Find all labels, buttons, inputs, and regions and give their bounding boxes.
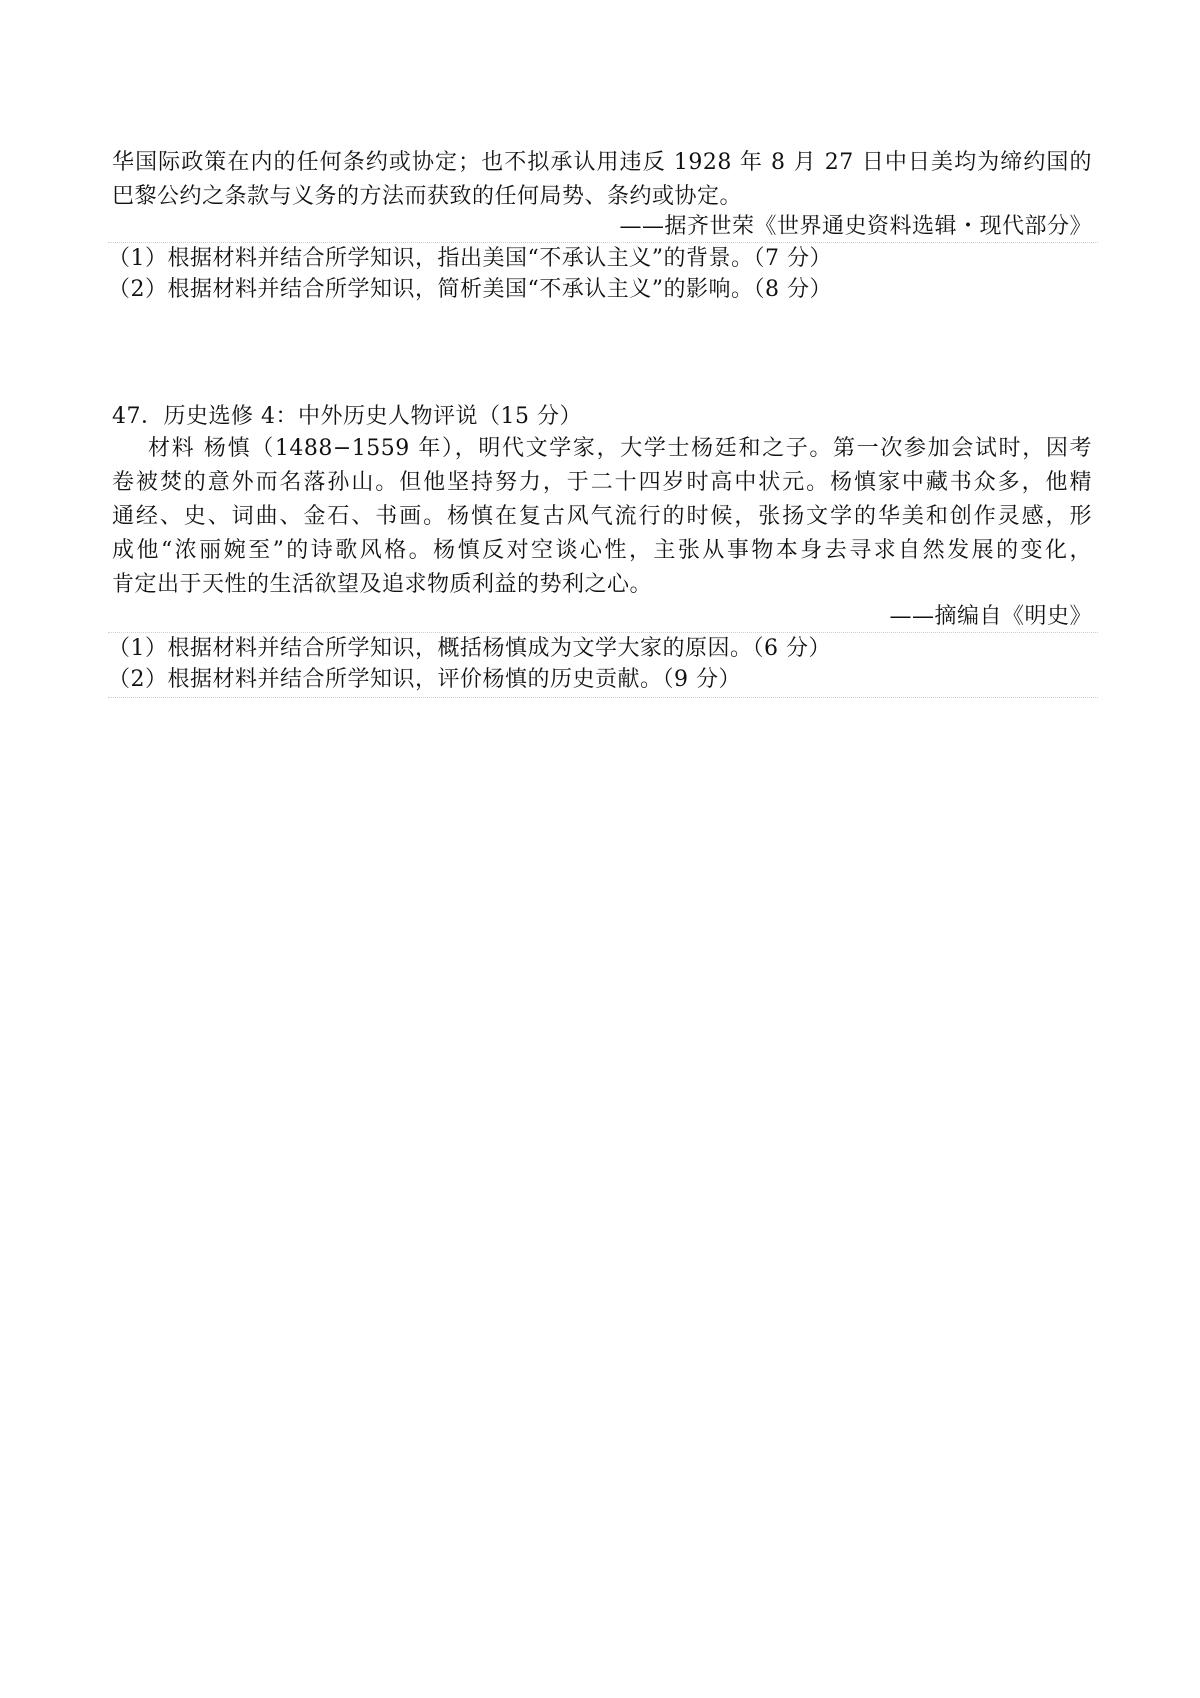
material-line-2: 巴黎公约之条款与义务的方法而获致的任何局势、条约或协定。 xyxy=(112,184,743,209)
question-47-2: （2）根据材料并结合所学知识，评价杨慎的历史贡献。（9 分） xyxy=(108,667,741,692)
divider xyxy=(108,632,1098,633)
question-46-1: （1）根据材料并结合所学知识，指出美国“不承认主义”的背景。（7 分） xyxy=(108,246,832,271)
section-heading: 47．历史选修 4：中外历史人物评说（15 分） xyxy=(112,404,582,429)
question-46-2: （2）根据材料并结合所学知识，简析美国“不承认主义”的影响。（8 分） xyxy=(108,277,832,302)
material-line-4: 成他“浓丽婉至”的诗歌风格。杨慎反对空谈心性，主张从事物本身去寻求自然发展的变化， xyxy=(112,538,1092,563)
material-line-5: 肯定出于天性的生活欲望及追求物质利益的势利之心。 xyxy=(112,572,653,597)
material-line-1: 华国际政策在内的任何条约或协定；也不拟承认用违反 1928 年 8 月 27 日中日美均为缔约国的 xyxy=(112,150,1092,175)
divider xyxy=(108,242,1098,243)
question-47-1: （1）根据材料并结合所学知识，概括杨慎成为文学大家的原因。（6 分） xyxy=(108,636,831,661)
material-line-3: 通经、史、词曲、金石、书画。杨慎在复古风气流行的时候，张扬文学的华美和创作灵感，形 xyxy=(112,504,1092,529)
divider xyxy=(108,697,1098,698)
material-source: ——摘编自《明史》 xyxy=(889,604,1092,629)
material-source: ——据齐世荣《世界通史资料选辑・现代部分》 xyxy=(619,214,1092,239)
material-line-2: 卷被焚的意外而名落孙山。但他坚持努力，于二十四岁时高中状元。杨慎家中藏书众多，他精 xyxy=(112,470,1092,495)
material-line-1: 材料 杨慎（1488−1559 年），明代文学家，大学士杨廷和之子。第一次参加会试时，因考 xyxy=(148,436,1092,461)
